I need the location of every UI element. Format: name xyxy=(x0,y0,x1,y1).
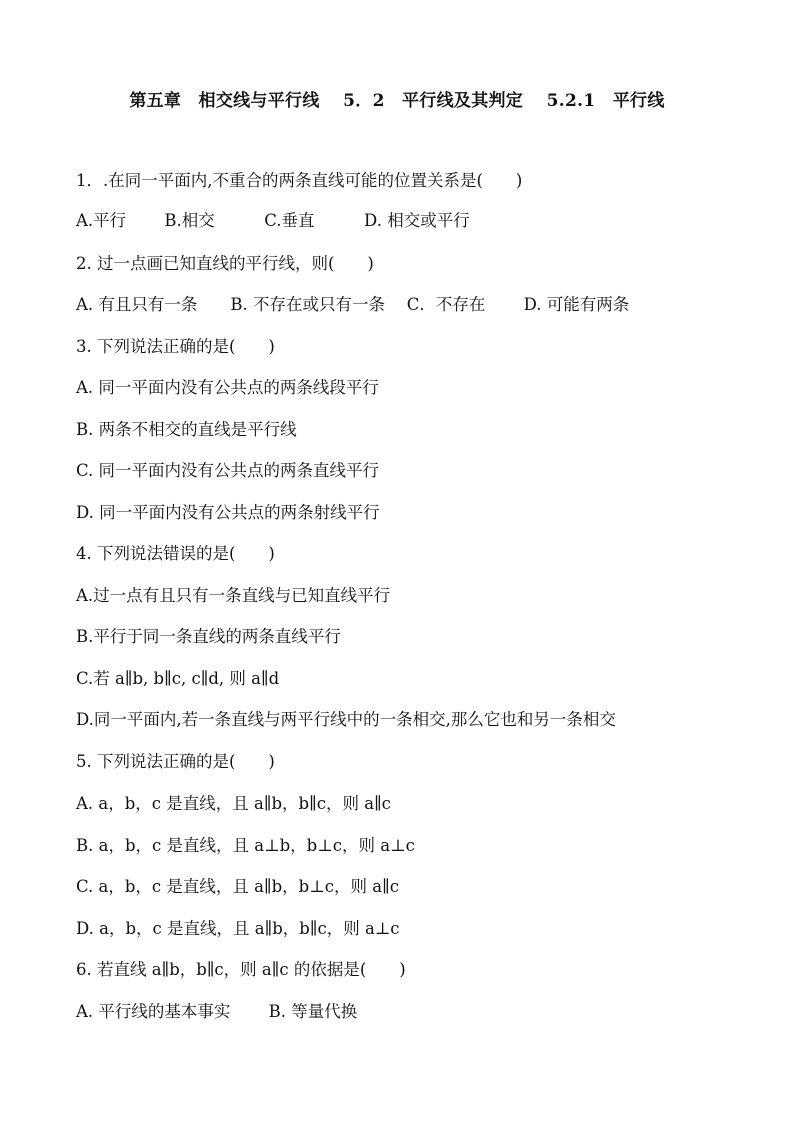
question-5-option-d: D. a，b，c 是直线，且 a∥b，b∥c，则 a⊥c xyxy=(76,919,400,938)
question-4-option-b: B.平行于同一条直线的两条直线平行 xyxy=(76,627,341,646)
question-4-option-c: C.若 a∥b, b∥c, c∥d, 则 a∥d xyxy=(76,669,280,688)
question-3-option-b: B. 两条不相交的直线是平行线 xyxy=(76,420,297,439)
question-2-stem: 2. 过一点画已知直线的平行线，则( ) xyxy=(76,254,374,273)
question-4-option-d: D.同一平面内,若一条直线与两平行线中的一条相交,那么它也和另一条相交 xyxy=(76,710,616,729)
question-1-options: A.平行 B.相交 C.垂直 D. 相交或平行 xyxy=(76,211,470,230)
question-6-options: A. 平行线的基本事实 B. 等量代换 xyxy=(76,1002,358,1021)
page-title: 第五章 相交线与平行线 5．2 平行线及其判定 5.2.1 平行线 xyxy=(129,91,665,111)
question-1-stem: 1．.在同一平面内,不重合的两条直线可能的位置关系是( ) xyxy=(76,171,523,190)
question-3-option-d: D. 同一平面内没有公共点的两条射线平行 xyxy=(76,503,380,522)
question-3-option-c: C. 同一平面内没有公共点的两条直线平行 xyxy=(76,461,380,480)
question-5-option-a: A. a，b，c 是直线，且 a∥b，b∥c，则 a∥c xyxy=(76,794,391,813)
question-3-option-a: A. 同一平面内没有公共点的两条线段平行 xyxy=(76,378,379,397)
question-5-option-c: C. a，b，c 是直线，且 a∥b，b⊥c，则 a∥c xyxy=(76,877,399,896)
question-2-options: A. 有且只有一条 B. 不存在或只有一条 C．不存在 D. 可能有两条 xyxy=(76,295,630,314)
question-3-stem: 3. 下列说法正确的是( ) xyxy=(76,337,275,356)
question-4-stem: 4. 下列说法错误的是( ) xyxy=(76,544,275,563)
question-5-stem: 5. 下列说法正确的是( ) xyxy=(76,752,275,771)
question-5-option-b: B. a，b，c 是直线，且 a⊥b，b⊥c，则 a⊥c xyxy=(76,836,415,855)
question-6-stem: 6. 若直线 a∥b，b∥c，则 a∥c 的依据是( ) xyxy=(76,960,406,979)
question-4-option-a: A.过一点有且只有一条直线与已知直线平行 xyxy=(76,586,391,605)
